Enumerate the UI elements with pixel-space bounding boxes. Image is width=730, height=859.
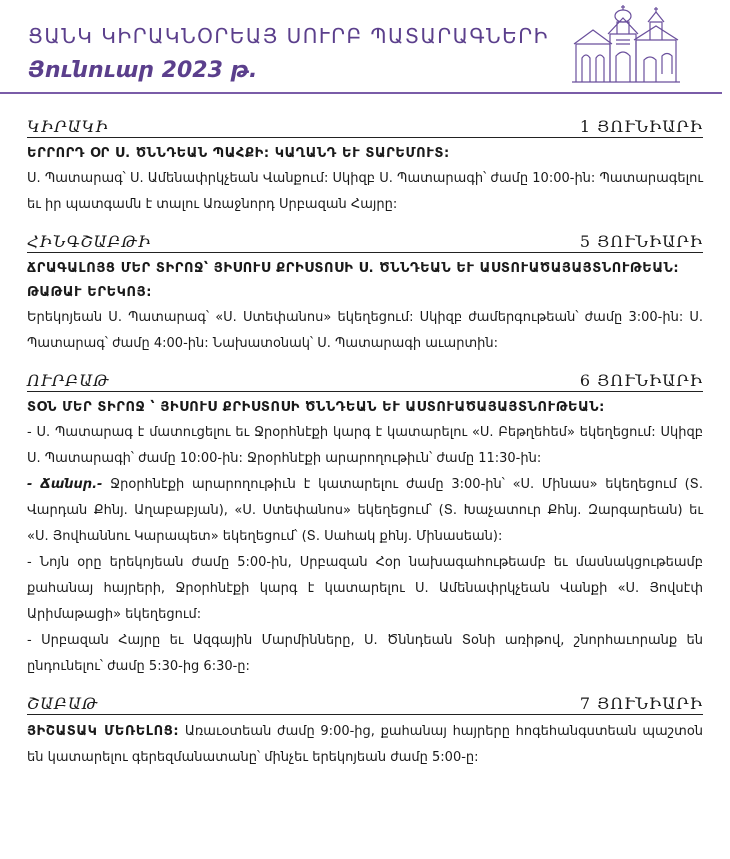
page-subtitle: Յունուար 2023 թ.	[28, 58, 258, 83]
section-paragraph: Ս. Պատարագ՝ Ս. Ամենափրկչեան Վանքում: Սկիզբ Ս. Պատարագի՝ ժամը 10:00-ին: Պատարագելու եւ իր պատգամն է տալու Առաջնորդ Սրբազան Հայրը:	[27, 171, 703, 212]
day-date: 7 ՅՈՒՆԻԱՐԻ	[579, 694, 703, 713]
day-name: ՀԻՆԳՇԱԲԹԻ	[27, 232, 152, 251]
day-header	[27, 371, 703, 392]
paragraph-text: Ջրօրհնէքի արարողութիւն է կատարելու ժամը 3:00-ին՝ «Ս. Մինաս» եկեղեցում (Տ. Վարդան Քհնյ. Աղաբաբյան), «Ս. Ստեփանոս» եկեղեցում՝ (Տ. Խաչատուր Քհնյ. Զարգարեան) եւ «Ս. Յովհաննու Կարապետ» եկեղեցում՝ (Տ. Սահակ քհնյ. Մինասեան):	[27, 477, 703, 544]
header-divider	[0, 92, 722, 94]
church-icon	[572, 4, 680, 84]
day-date: 1 ՅՈՒՆԻԱՐԻ	[579, 117, 703, 136]
section-heading: ՃՐԱԳԱԼՈՅՑ ՄԵՐ ՏԻՐՈՋ՝ ՅԻՍՈՒՍ ՔՐԻՍՏՈՍԻ Ս. ԾՆՆԴԵԱՆ ԵՒ ԱՍՏՈՒԱԾԱՅԱՅՏՆՈՒԹԵԱՆ: ԹԱԹԱՒ ԵՐԵԿՈՅ:	[27, 261, 680, 300]
day-header	[27, 232, 703, 253]
schedule-content	[27, 117, 703, 785]
day-name: ԿԻՐԱԿԻ	[27, 117, 109, 136]
day-name: ՈՒՐԲԱԹ	[27, 371, 110, 390]
section-paragraph: - Ս. Պատարագ է մատուցելու եւ Ջրօրհնէքի կարգ է կատարելու «Ս. Բեթղեհեմ» եկեղեցում: Սկիզբ Ս. Պատարագի՝ ժամը 10:00-ին: Ջրօրհնէքի արարողութիւն՝ ժամը 11:30-ին:	[27, 425, 703, 466]
section-paragraph: Երեկոյեան Ս. Պատարագ՝ «Ս. Ստեփանոս» եկեղեցում: Սկիզբ ժամերգութեան՝ ժամը 3:00-ին: Ս. Պատարագ՝ ժամը 4:00-ին: Նախատօնակ՝ Ս. Պատարագի աւարտին:	[27, 310, 703, 351]
section-sunday	[27, 117, 703, 218]
section-saturday	[27, 694, 703, 771]
paragraph-lead: ՅԻՇԱՏԱԿ ՄԵՌԵԼՈՑ:	[27, 724, 180, 739]
paragraph-lead: - Ճանսր.-	[27, 477, 103, 492]
day-header	[27, 694, 703, 715]
day-name: ՇԱԲԱԹ	[27, 694, 99, 713]
section-heading: ԵՐՐՈՐԴ ՕՐ Ս. ԾՆՆԴԵԱՆ ՊԱՀՔԻ: ԿԱՂԱՆԴ ԵՒ ՏԱՐԵՄՈՒՏ:	[27, 146, 450, 161]
section-paragraph	[27, 472, 703, 550]
page-header	[0, 0, 730, 95]
day-date: 6 ՅՈՒՆԻԱՐԻ	[579, 371, 703, 390]
section-paragraph: - Նոյն օրը երեկոյեան ժամը 5:00-ին, Սրբազան Հօր նախագահութեամբ եւ մասնակցութեամբ քահանայ հայրերի, Ջրօրհնէքի կարգ է կատարելու Ս. Ամենափրկչեան Վանքի «Ս. Յովսէփ Արիմաթացի» եկեղեցում:	[27, 555, 703, 622]
paragraph-text: Առաւօտեան ժամը 9:00-ից, քահանայ հայրերը հոգեհանգստեան պաշտօն են կատարելու գերեզմանատանը՝ մինչեւ երեկոյեան ժամը 5:00-ը:	[27, 724, 703, 765]
section-friday	[27, 371, 703, 680]
section-paragraph	[27, 719, 703, 771]
page-title: ՑԱՆԿ ԿԻՐԱԿՆՕՐԵԱՅ ՍՈՒՐԲ ՊԱՏԱՐԱԳՆԵՐԻ	[28, 24, 549, 48]
section-paragraph: - Սրբազան Հայրը եւ Ազգային Մարմինները, Ս. Ծննդեան Տօնի առիթով, շնորհաւորանք են ընդունելու՝ ժամը 5:30-ից 6:30-ը:	[27, 633, 703, 674]
day-date: 5 ՅՈՒՆԻԱՐԻ	[579, 232, 703, 251]
day-header	[27, 117, 703, 138]
section-heading: ՏՕՆ ՄԵՐ ՏԻՐՈՋ ՝ ՅԻՍՈՒՍ ՔՐԻՍՏՈՍԻ ԾՆՆԴԵԱՆ ԵՒ ԱՍՏՈՒԱԾԱՅԱՅՏՆՈՒԹԵԱՆ:	[27, 400, 605, 415]
section-thursday	[27, 232, 703, 357]
